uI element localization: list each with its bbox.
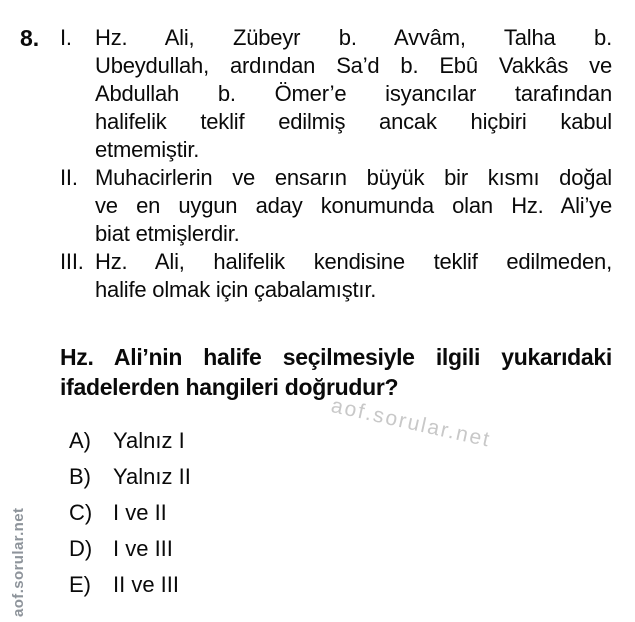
statement-line: Hz. Ali, Zübeyr b. Avvâm, Talha b. bbox=[95, 25, 612, 50]
statements-block bbox=[60, 24, 612, 304]
option-letter: E) bbox=[69, 572, 91, 597]
statement-text bbox=[95, 24, 612, 164]
statement-text bbox=[95, 164, 612, 248]
option-a bbox=[69, 423, 469, 459]
option-b bbox=[69, 459, 469, 495]
statement-line: biat etmişlerdir. bbox=[95, 221, 240, 246]
statement-line: ve en uygun aday konumunda olan Hz. Ali’ye bbox=[95, 193, 612, 218]
option-d bbox=[69, 531, 469, 567]
option-e bbox=[69, 567, 469, 603]
statement-line: halifelik teklif edilmiş ancak hiçbiri kabul bbox=[95, 109, 612, 134]
option-letter: A) bbox=[69, 428, 91, 453]
question-stem bbox=[60, 342, 612, 402]
options-list bbox=[69, 423, 469, 603]
option-label: I ve II bbox=[113, 500, 167, 525]
statement-line: halife olmak için çabalamıştır. bbox=[95, 277, 377, 302]
statement-text bbox=[95, 248, 612, 304]
question-stem-line: Hz. Ali’nin halife seçilmesiyle ilgili yukarıdaki bbox=[60, 344, 612, 370]
statement-item-2 bbox=[60, 164, 612, 248]
option-label: Yalnız II bbox=[113, 464, 191, 489]
watermark-diagonal: aof.sorular.net bbox=[329, 394, 494, 452]
statement-item-3 bbox=[60, 248, 612, 304]
statement-line: Abdullah b. Ömer’e isyancılar tarafından bbox=[95, 81, 612, 106]
option-label: I ve III bbox=[113, 536, 173, 561]
option-label: Yalnız I bbox=[113, 428, 185, 453]
statement-numeral: I. bbox=[60, 25, 72, 50]
watermark-vertical: aof.sorular.net bbox=[10, 507, 27, 617]
option-letter: B) bbox=[69, 464, 91, 489]
statement-line: Hz. Ali, halifelik kendisine teklif edilmeden, bbox=[95, 249, 612, 274]
option-c bbox=[69, 495, 469, 531]
question-stem-line: ifadelerden hangileri doğrudur? bbox=[60, 374, 399, 400]
option-letter: D) bbox=[69, 536, 93, 561]
option-letter: C) bbox=[69, 500, 93, 525]
option-label: II ve III bbox=[113, 572, 180, 597]
statement-line: Muhacirlerin ve ensarın büyük bir kısmı doğal bbox=[95, 165, 612, 190]
statement-numeral: II. bbox=[60, 165, 78, 190]
statement-line: Ubeydullah, ardından Sa’d b. Ebû Vakkâs ve bbox=[95, 53, 612, 78]
statement-line: etmemiştir. bbox=[95, 137, 200, 162]
question-number: 8. bbox=[20, 25, 40, 51]
statement-numeral: III. bbox=[60, 249, 84, 274]
statement-item-1 bbox=[60, 24, 612, 164]
